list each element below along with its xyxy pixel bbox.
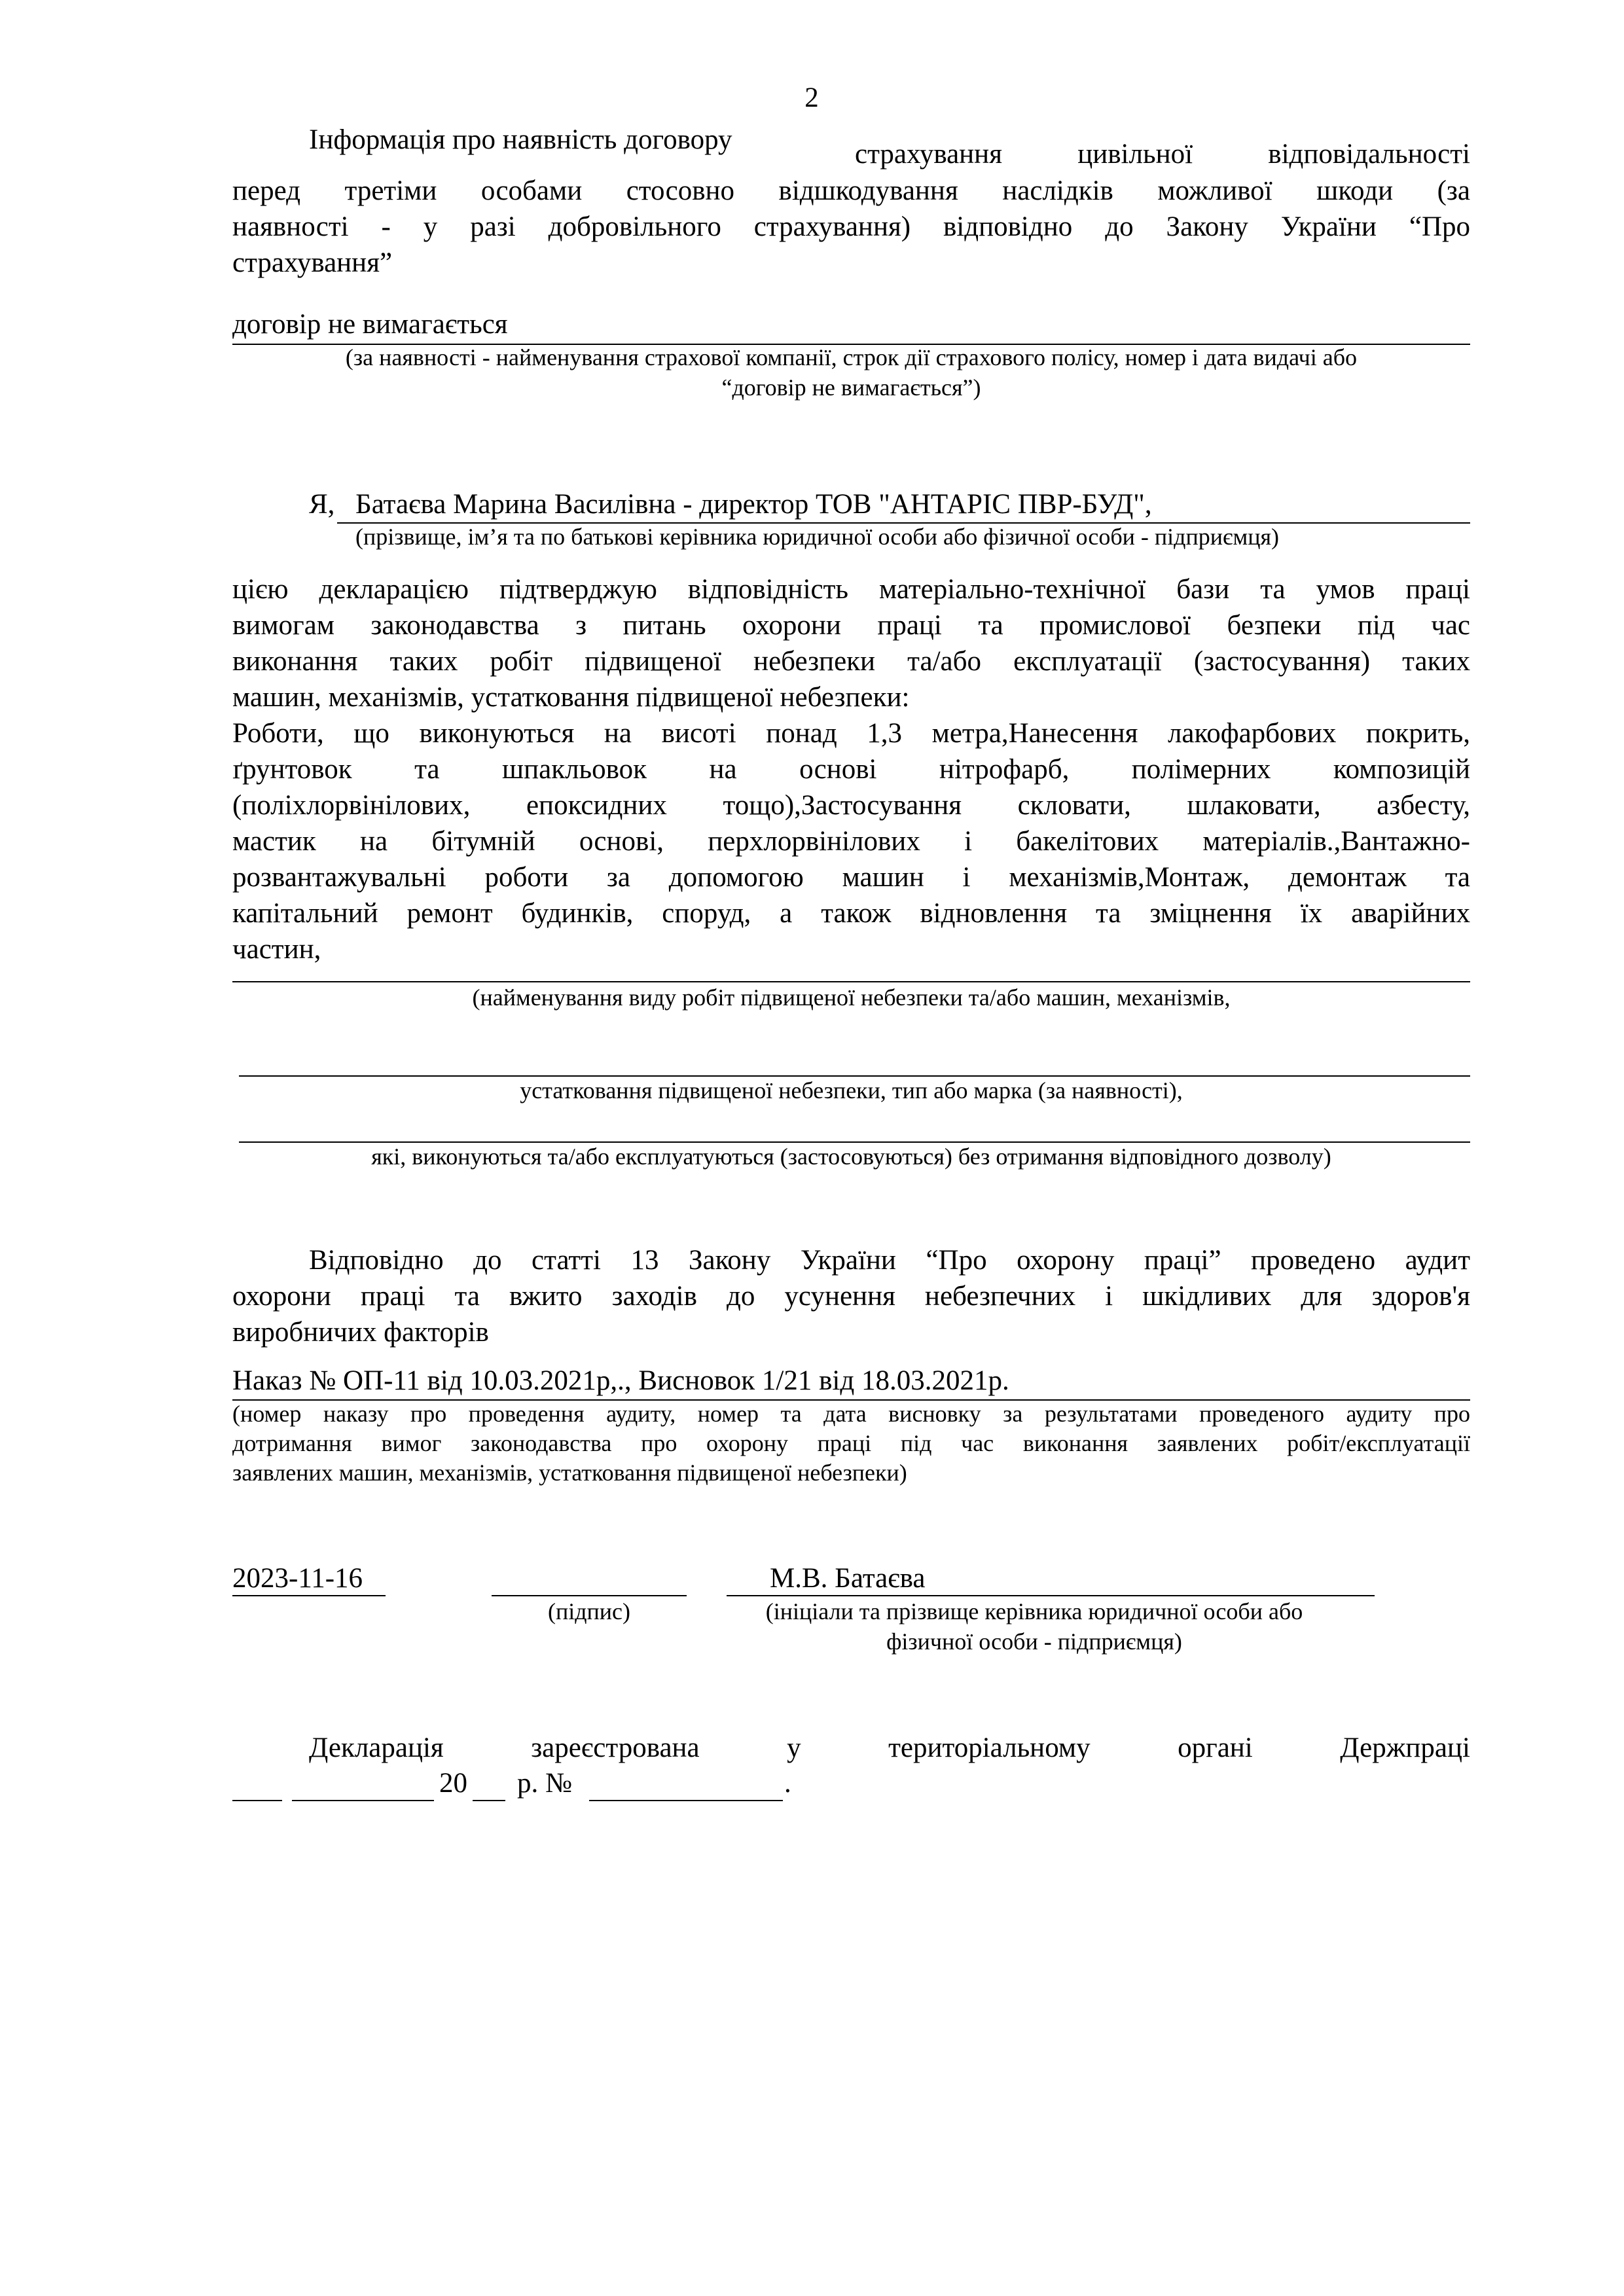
audit-caption-line: дотримання вимог законодавства про охорону праці під час виконання заявлених робіт/експлуатації: [232, 1430, 1470, 1456]
audit-text: [232, 1278, 1470, 1350]
declarant-caption: (прізвище, ім’я та по батькові керівника юридичної особи або фізичної особи - підприємця): [355, 524, 1280, 550]
signature-caption: (підпис): [547, 1598, 631, 1624]
registration-year-blank: [473, 1800, 505, 1801]
signature-initials-underline: [727, 1595, 1375, 1596]
works-line: розвантажувальні роботи за допомогою машин і механізмів,Монтаж, демонтаж та: [232, 862, 1470, 893]
insurance-text: [232, 173, 1470, 281]
signature-date: 2023-11-16: [232, 1563, 363, 1594]
declarant-prefix: Я,: [309, 489, 335, 520]
insurance-line: страхування”: [232, 247, 393, 278]
works-caption-2: устатковання підвищеної небезпеки, тип або марка (за наявності),: [520, 1077, 1183, 1103]
registration-line: [309, 1730, 1470, 1766]
audit-caption-line: (номер наказу про проведення аудиту, номер та дата висновку за результатами проведеного аудиту про: [232, 1401, 1470, 1427]
works-caption-3: які, виконуються та/або експлуатуються (застосовуються) без отримання відповідного дозволу): [371, 1143, 1331, 1170]
audit-line: охорони праці та вжито заходів до усунення небезпечних і шкідливих для здоров'я: [232, 1281, 1470, 1312]
registration-word: органі: [1178, 1732, 1253, 1763]
signature-initials: М.В. Батаєва: [770, 1563, 926, 1594]
confirmation-line: виконання таких робіт підвищеної небезпеки та/або експлуатації (застосування) таких: [232, 646, 1470, 677]
works-line: Роботи, що виконуються на висоті понад 1,3 метра,Нанесення лакофарбових покрить,: [232, 718, 1470, 749]
registration-day-blank: [232, 1800, 282, 1801]
insurance-first-right: страхування цивільної відповідальності: [855, 139, 1470, 170]
signature-initials-caption-2: фізичної особи - підприємця): [886, 1628, 1182, 1655]
signature-date-underline: [232, 1595, 386, 1596]
insurance-line: перед третіми особами стосовно відшкодування наслідків можливої шкоди (за: [232, 175, 1470, 206]
works-line: (поліхлорвінілових, епоксидних тощо),Застосування скловати, шлаковати, азбесту,: [232, 790, 1470, 821]
registration-word: Держпраці: [1340, 1732, 1470, 1763]
insurance-value: договір не вимагається: [232, 309, 508, 340]
insurance-caption-2: “договір не вимагається”): [721, 374, 981, 401]
audit-line: Відповідно до статті 13 Закону України “Про охорону праці” проведено аудит: [309, 1245, 1470, 1276]
page-number: 2: [804, 82, 819, 113]
registration-word: у: [787, 1732, 801, 1763]
works-line: частин,: [232, 934, 321, 965]
confirmation-text: [232, 571, 1470, 967]
audit-line: виробничих факторів: [232, 1317, 489, 1348]
registration-end: .: [784, 1768, 791, 1799]
insurance-line: наявності - у разі добровільного страхування) відповідно до Закону України “Про: [232, 211, 1470, 242]
confirmation-line: цією декларацією підтверджую відповідність матеріально-технічної бази та умов праці: [232, 574, 1470, 605]
registration-month-blank: [292, 1800, 434, 1801]
signature-line: [492, 1595, 687, 1596]
registration-word: зареєстрована: [531, 1732, 700, 1763]
registration-year-prefix: 20: [439, 1768, 467, 1799]
signature-initials-caption-1: (ініціали та прізвище керівника юридичної особи або: [765, 1598, 1303, 1624]
registration-word: Декларація: [309, 1732, 444, 1763]
works-line: ґрунтовок та шпакльовок на основі нітрофарб, полімерних композицій: [232, 754, 1470, 785]
works-caption-1: (найменування виду робіт підвищеної небезпеки та/або машин, механізмів,: [472, 984, 1231, 1011]
registration-number-label: р. №: [517, 1768, 573, 1799]
confirmation-line: машин, механізмів, устатковання підвищеної небезпеки:: [232, 682, 910, 713]
audit-first-line-wrap: [309, 1242, 1470, 1278]
audit-value: Наказ № ОП-11 від 10.03.2021р,., Висновок 1/21 від 18.03.2021р.: [232, 1365, 1009, 1396]
works-line: мастик на бітумній основі, перхлорвінілових і бакелітових матеріалів.,Вантажно-: [232, 826, 1470, 857]
insurance-first-left: Інформація про наявність договору: [309, 124, 732, 155]
audit-caption-line: заявлених машин, механізмів, устатковання підвищеної небезпеки): [232, 1460, 907, 1486]
works-line: капітальний ремонт будинків, споруд, а також відновлення та зміцнення їх аварійних: [232, 898, 1470, 929]
declarant-name: Батаєва Марина Василівна - директор ТОВ "АНТАРІС ПВР-БУД",: [355, 489, 1152, 520]
works-underline: [232, 981, 1470, 982]
registration-number-blank: [589, 1800, 783, 1801]
insurance-caption-1: (за наявності - найменування страхової компанії, строк дії страхового полісу, номер і дата видачі або: [345, 344, 1358, 370]
audit-caption: [232, 1399, 1470, 1488]
confirmation-line: вимогам законодавства з питань охорони праці та промислової безпеки під час: [232, 610, 1470, 641]
registration-word: територіальному: [888, 1732, 1091, 1763]
